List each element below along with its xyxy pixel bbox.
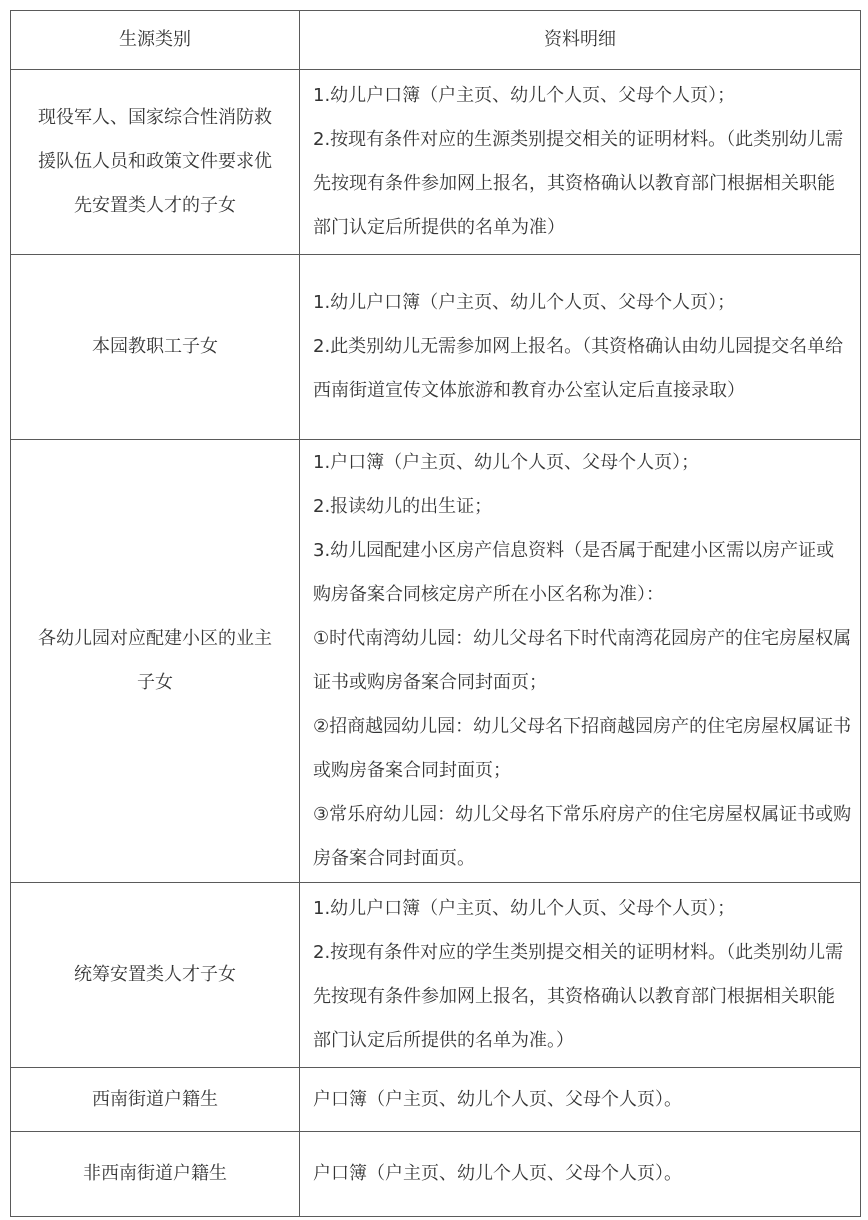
requirements-table [10, 10, 861, 1217]
row-details [300, 1132, 861, 1217]
detail-line: 户口簿（户主页、幼儿个人页、父母个人页）。 [313, 1088, 682, 1110]
row-category: 现役军人、国家综合性消防救援队伍人员和政策文件要求优先安置类人才的子女 [11, 70, 300, 255]
detail-line: 户口簿（户主页、幼儿个人页、父母个人页）。 [313, 1163, 682, 1184]
detail-line: 2.报读幼儿的出生证； [313, 496, 493, 517]
row-category: 本园教职工子女 [11, 255, 300, 440]
row-details [300, 255, 861, 440]
header-details: 资料明细 [300, 11, 861, 70]
detail-line: ③常乐府幼儿园：幼儿父母名下常乐府房产的住宅房屋权属证书或购房备案合同封面页。 [313, 804, 852, 869]
table-row [11, 255, 861, 440]
detail-line: 1.幼儿户口簿（户主页、幼儿个人页、父母个人页）； [313, 85, 736, 106]
detail-line: ②招商越园幼儿园：幼儿父母名下招商越园房产的住宅房屋权属证书或购房备案合同封面页； [313, 716, 852, 781]
row-details [300, 440, 861, 883]
row-category: 西南街道户籍生 [11, 1068, 300, 1132]
table-row [11, 1068, 861, 1132]
detail-line: ①时代南湾幼儿园：幼儿父母名下时代南湾花园房产的住宅房屋权属证书或购房备案合同封面页； [313, 628, 852, 693]
row-details [300, 1068, 861, 1132]
table-row [11, 440, 861, 883]
row-details [300, 883, 861, 1068]
row-category: 各幼儿园对应配建小区的业主子女 [11, 440, 300, 883]
detail-line: 2.按现有条件对应的生源类别提交相关的证明材料。（此类别幼儿需先按现有条件参加网上报名，其资格确认以教育部门根据相关职能部门认定后所提供的名单为准） [313, 129, 844, 238]
row-category: 统筹安置类人才子女 [11, 883, 300, 1068]
table-header-row [11, 11, 861, 70]
table-row [11, 70, 861, 255]
detail-line: 2.按现有条件对应的学生类别提交相关的证明材料。（此类别幼儿需先按现有条件参加网上报名，其资格确认以教育部门根据相关职能部门认定后所提供的名单为准。） [313, 942, 844, 1051]
detail-line: 3.幼儿园配建小区房产信息资料（是否属于配建小区需以房产证或购房备案合同核定房产所在小区名称为准）： [313, 540, 835, 605]
row-details [300, 70, 861, 255]
detail-line: 1.幼儿户口簿（户主页、幼儿个人页、父母个人页）； [313, 292, 736, 313]
header-category: 生源类别 [11, 11, 300, 70]
detail-line: 1.户口簿（户主页、幼儿个人页、父母个人页）； [313, 452, 700, 473]
detail-line: 1.幼儿户口簿（户主页、幼儿个人页、父母个人页）； [313, 898, 736, 919]
row-category: 非西南街道户籍生 [11, 1132, 300, 1217]
table-row [11, 1132, 861, 1217]
table-row [11, 883, 861, 1068]
detail-line: 2.此类别幼儿无需参加网上报名。（其资格确认由幼儿园提交名单给西南街道宣传文体旅游和教育办公室认定后直接录取） [313, 336, 844, 401]
